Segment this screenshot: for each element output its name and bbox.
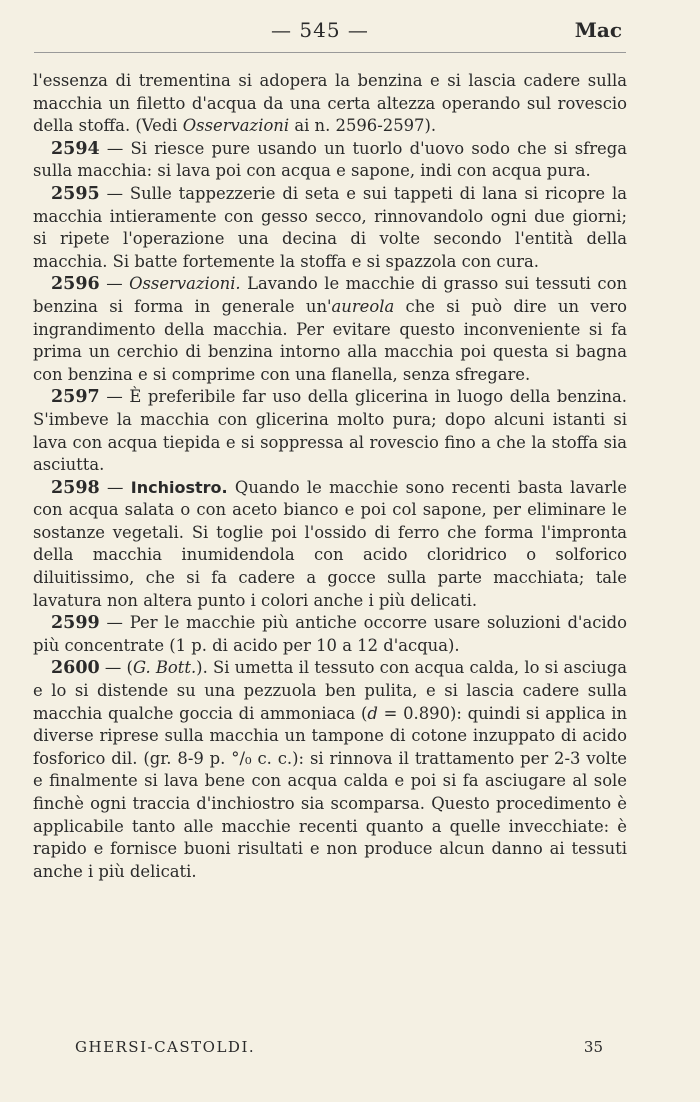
entry-2600: 2600 — (G. Bott.). Si umetta il tessuto con acqua calda, lo si asciuga e lo si distende su una pezzuola ben pulita, e si lascia cadere sulla macchia qualche goccia di ammoniaca (d = 0.890): quindi si applica in diverse riprese sulla macchia un tampone di cotone inzuppato di acido fosforico dil. (gr. 8-9 p. °/₀ c. c.): si rinnova il trattamento per 2-3 volte e finalmente si lava bene con acqua calda e poi si fa asciugare al sole finchè ogni traccia d'inchiostro sia scomparsa. Questo procedimento è applicabile tanto alle macchie recenti quanto a quelle invecchiate: è rapido e fornisce buoni risultati e non produce alcun danno ai tessuti anche i più delicati. <box>33 658 627 881</box>
entry-number: 2595 <box>51 183 100 204</box>
page-header <box>0 18 700 48</box>
printer-signature: GHERSI-CASTOLDI. <box>75 1038 256 1056</box>
page-number: — 545 — <box>271 18 369 42</box>
entry-2597: 2597 — È preferibile far uso della glicerina in luogo della benzina. S'imbeve la macchia con glicerina molto pura; dopo alcuni istanti si lava con acqua tiepida e si soppressa al rovescio fino a che la stoffa sia asciutta. <box>33 387 627 475</box>
entry-2596: 2596 — Osservazioni. Lavando le macchie di grasso sui tessuti con benzina si forma in generale un'aureola che si può dire un vero ingrandimento della macchia. Per evitare questo inconveniente si fa prima un cerchio di benzina intorno alla macchia poi questa si bagna con benzina e si comprime con una flanella, senza sfregare. <box>33 274 628 384</box>
section-keyword: Inchiostro. <box>130 477 228 497</box>
entry-2594: 2594 — Si riesce pure usando un tuorlo d'uovo sodo che si sfrega sulla macchia: si lava poi con acqua e sapone, indi con acqua pura. <box>33 138 627 181</box>
entry-number: 2598 <box>51 477 100 498</box>
entry-number: 2600 <box>51 658 100 679</box>
entry-number: 2597 <box>51 387 100 408</box>
continuation-paragraph: l'essenza di trementina si adopera la benzina e si lascia cadere sulla macchia un filetto d'acqua da una certa altezza operando sul rovescio della stoffa. (Vedi Osservazioni ai n. 2596-2597). <box>33 71 627 136</box>
entry-number: 2594 <box>51 138 100 159</box>
page-footer <box>75 1038 603 1062</box>
header-rule <box>34 52 626 53</box>
entry-number: 2599 <box>51 613 100 634</box>
entry-2598: 2598 — Inchiostro. Quando le macchie sono recenti basta lavarle con acqua salata o con aceto bianco e poi col sapone, per eliminare le sostanze vegetali. Si toglie poi l'ossido di ferro che forma l'impronta della macchia inumidendola con acido cloridrico o solforico diluitissimo, che si fa cadere a gocce sulla parte macchiata; tale lavatura non altera punto i colori anche i più delicati. <box>33 477 627 610</box>
entry-2599: 2599 — Per le macchie più antiche occorre usare soluzioni d'acido più concentrate (1 p. di acido per 10 a 12 d'acqua). <box>33 613 627 655</box>
sheet-number: 35 <box>583 1038 603 1056</box>
running-head: Mac <box>574 18 622 42</box>
entry-2595: 2595 — Sulle tappezzerie di seta e sui tappeti di lana si ricopre la macchia intieramente con gesso secco, rinnovandolo ogni due giorni; si ripete l'operazione una decina di volte secondo l'entità della macchia. Si batte fortemente la stoffa e si spazzola con cura. <box>33 183 627 271</box>
entry-number: 2596 <box>51 274 100 295</box>
page-body <box>33 70 627 883</box>
